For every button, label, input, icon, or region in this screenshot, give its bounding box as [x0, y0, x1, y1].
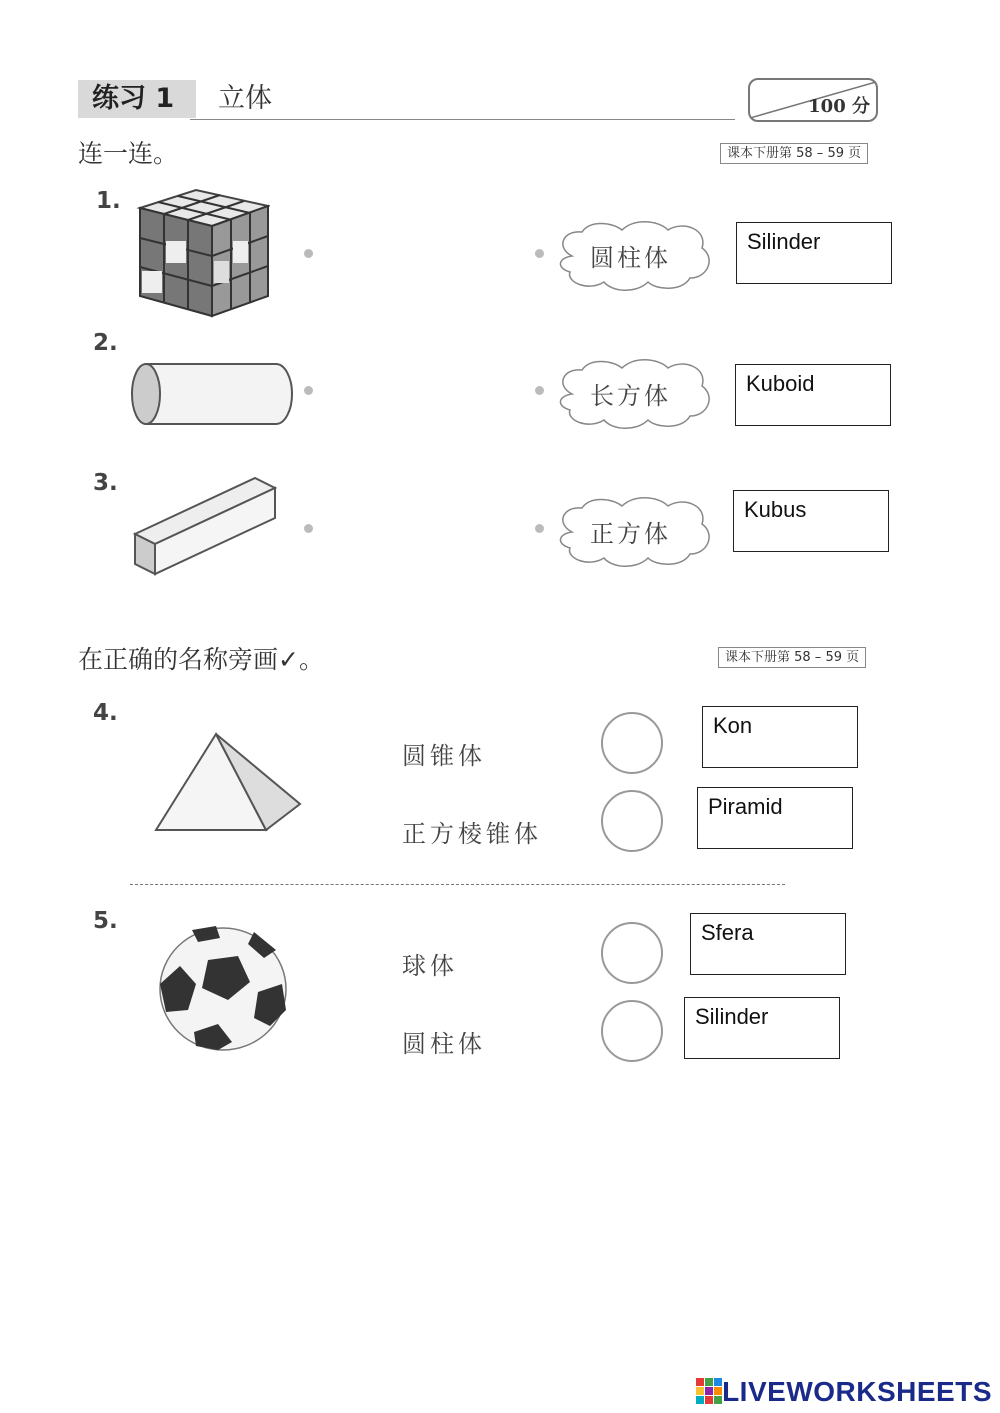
divider	[130, 884, 785, 885]
check-circle[interactable]	[601, 712, 663, 774]
shape-name-option: 圆柱体	[402, 1030, 486, 1058]
item-number: 5.	[93, 908, 118, 934]
item-number: 4.	[93, 700, 118, 726]
match-dot-left[interactable]	[304, 386, 313, 395]
check-circle[interactable]	[601, 790, 663, 852]
section2-instruction: 在正确的名称旁画✓。	[78, 645, 324, 674]
match-dot-left[interactable]	[304, 524, 313, 533]
answer-box[interactable]: Piramid	[697, 787, 853, 849]
section1-reference: 课本下册第 58 – 59 页	[720, 143, 868, 164]
answer-box[interactable]: Silinder	[736, 222, 892, 284]
section1-instruction: 连一连。	[78, 139, 179, 168]
exercise-label: 练习 1	[78, 80, 196, 118]
item-number: 2.	[93, 330, 118, 356]
item-number: 3.	[93, 470, 118, 496]
shape-name-option: 圆锥体	[402, 742, 486, 770]
square-pyramid-image	[154, 732, 304, 832]
page-title: 立体	[218, 83, 272, 114]
answer-box[interactable]: Kuboid	[735, 364, 891, 426]
match-dot-right[interactable]	[535, 524, 544, 533]
match-dot-left[interactable]	[304, 249, 313, 258]
cloud-label: 圆柱体	[590, 244, 671, 272]
soccer-ball-image	[158, 926, 288, 1052]
match-dot-right[interactable]	[535, 386, 544, 395]
score-text: 100 分	[808, 96, 870, 117]
answer-box[interactable]: Silinder	[684, 997, 840, 1059]
answer-box[interactable]: Kubus	[733, 490, 889, 552]
check-circle[interactable]	[601, 1000, 663, 1062]
cloud-label: 正方体	[590, 520, 671, 548]
liveworksheets-logo-icon	[696, 1378, 722, 1404]
shape-name-option: 球体	[402, 952, 458, 980]
cloud-label: 长方体	[590, 382, 671, 410]
score-box	[748, 78, 878, 122]
brand-name: LIVEWORKSHEETS	[722, 1376, 992, 1407]
answer-box[interactable]: Sfera	[690, 913, 846, 975]
rubiks-cube-image	[136, 186, 270, 320]
title-underline	[190, 119, 735, 120]
cuboid-image	[132, 474, 278, 578]
section2-reference: 课本下册第 58 – 59 页	[718, 647, 866, 668]
match-dot-right[interactable]	[535, 249, 544, 258]
answer-box[interactable]: Kon	[702, 706, 858, 768]
item-number: 1.	[96, 188, 121, 214]
check-circle[interactable]	[601, 922, 663, 984]
cylinder-image	[130, 362, 295, 426]
shape-name-option: 正方棱锥体	[402, 820, 542, 848]
